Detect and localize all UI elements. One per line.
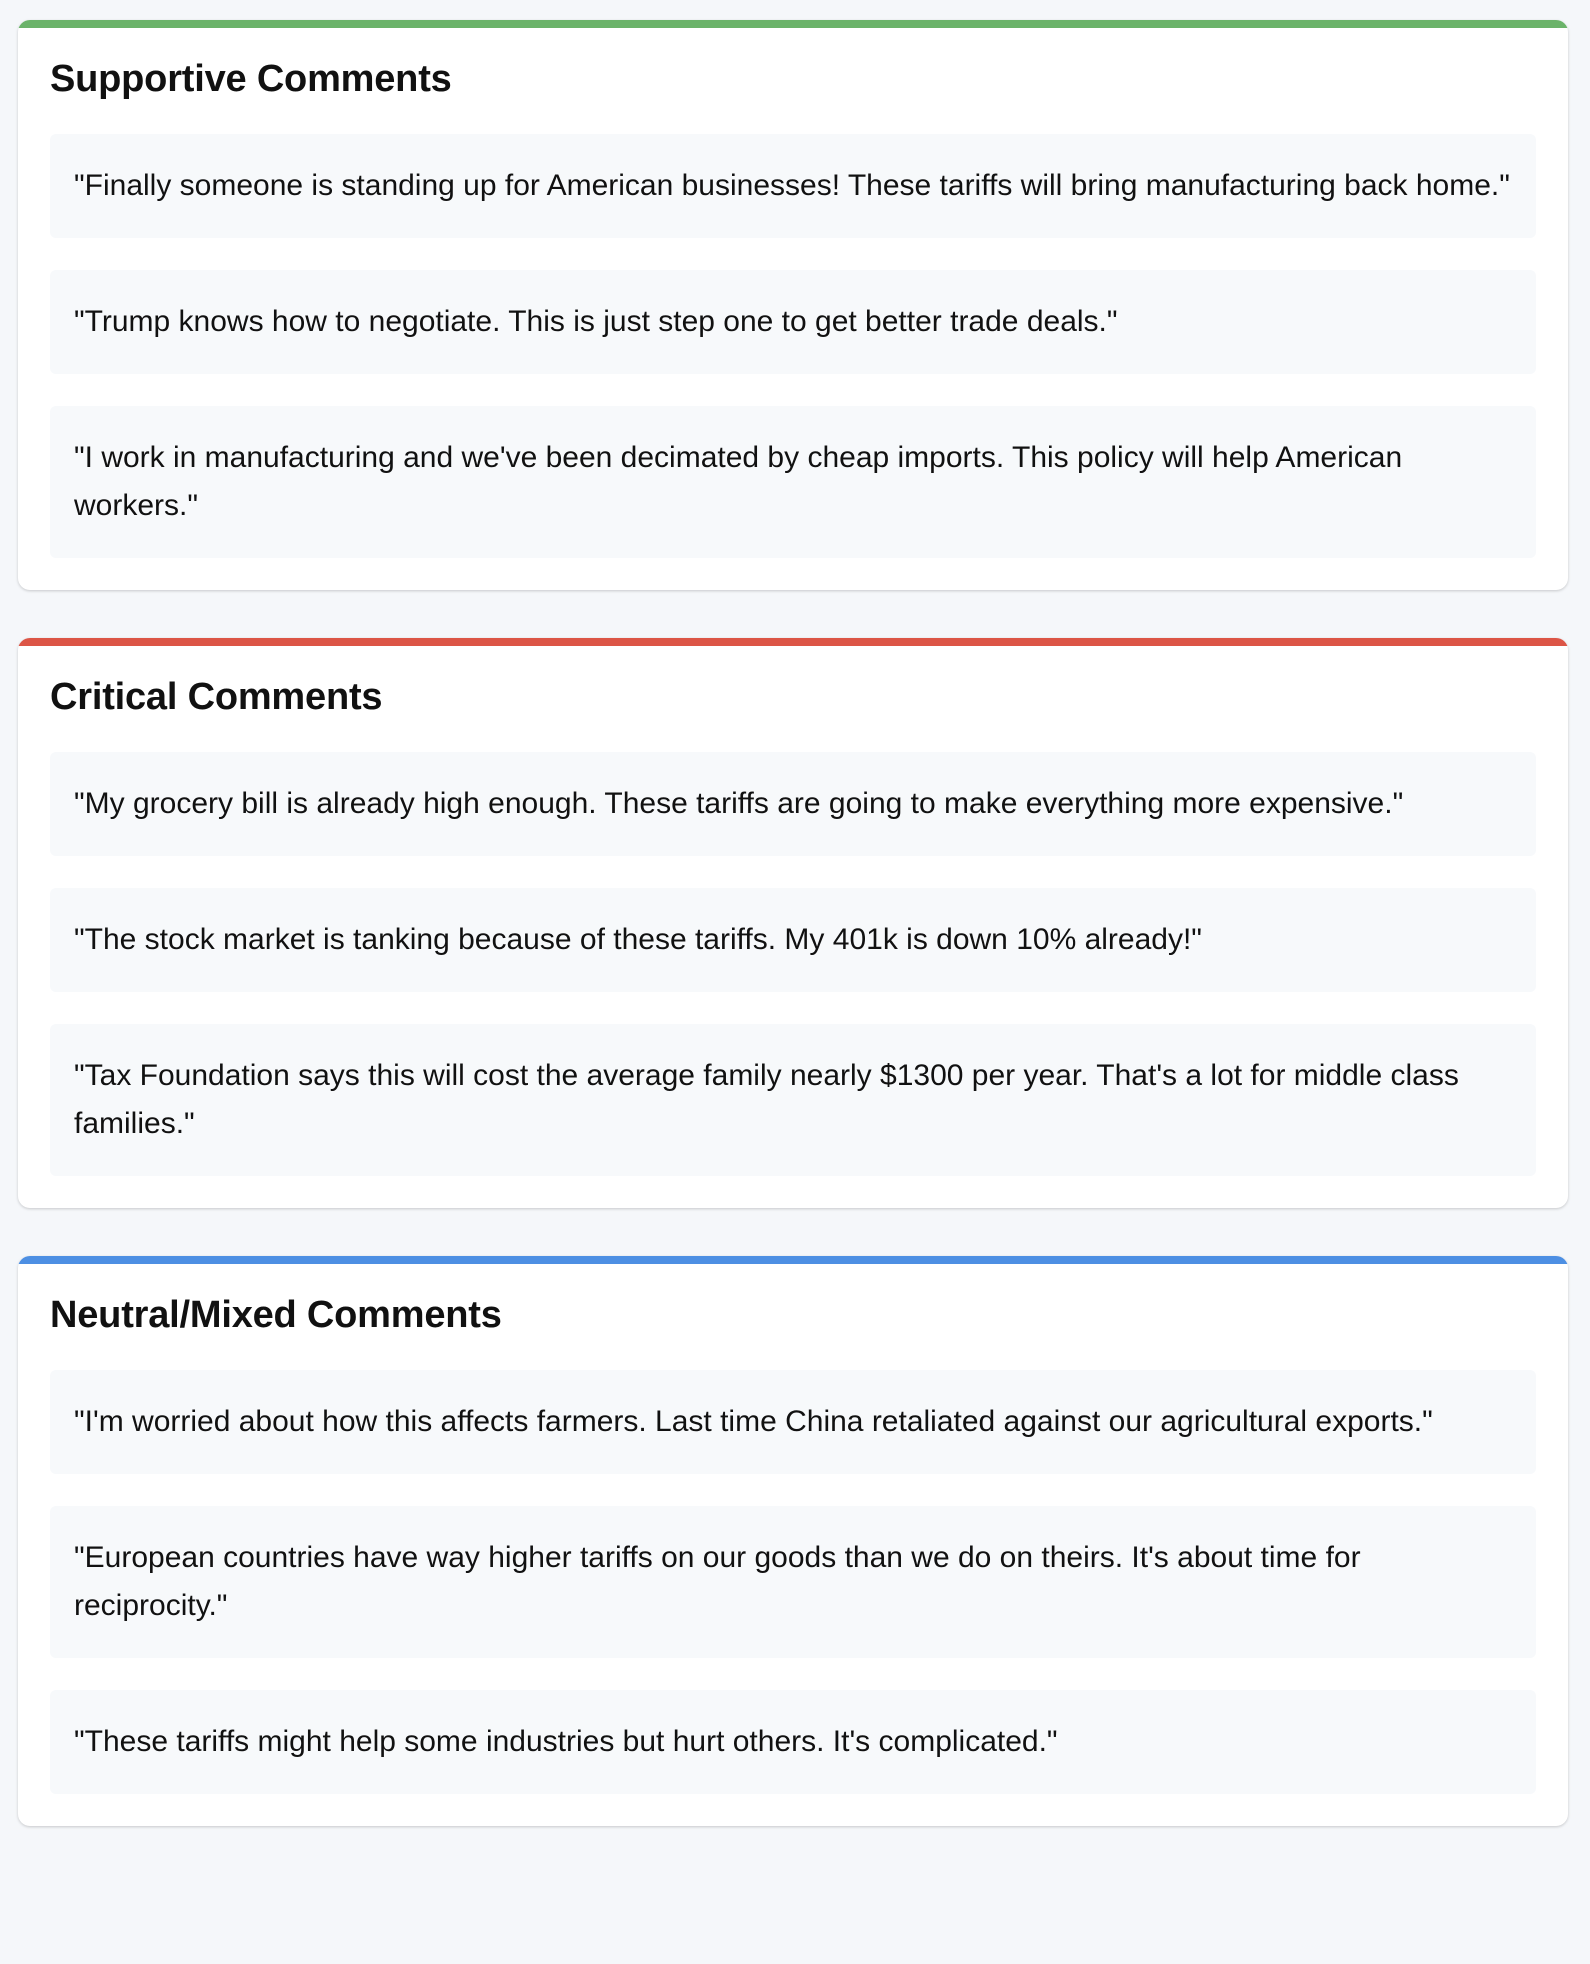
critical-comments-card bbox=[18, 638, 1568, 1208]
section-title: Supportive Comments bbox=[50, 58, 452, 100]
section-title: Critical Comments bbox=[50, 676, 383, 718]
comment-item: "European countries have way higher tariffs on our goods than we do on theirs. It's about time for reciprocity." bbox=[50, 1506, 1536, 1658]
neutral-mixed-comments-card bbox=[18, 1256, 1568, 1826]
section-title: Neutral/Mixed Comments bbox=[50, 1294, 502, 1336]
comment-item: "These tariffs might help some industries but hurt others. It's complicated." bbox=[50, 1690, 1536, 1794]
comment-item: "Finally someone is standing up for American businesses! These tariffs will bring manufacturing back home." bbox=[50, 134, 1536, 238]
comment-item: "My grocery bill is already high enough. These tariffs are going to make everything more expensive." bbox=[50, 752, 1536, 856]
comment-item: "I'm worried about how this affects farmers. Last time China retaliated against our agricultural exports." bbox=[50, 1370, 1536, 1474]
comment-item: "Tax Foundation says this will cost the average family nearly $1300 per year. That's a lot for middle class families." bbox=[50, 1024, 1536, 1176]
supportive-comments-card bbox=[18, 20, 1568, 590]
comment-item: "Trump knows how to negotiate. This is just step one to get better trade deals." bbox=[50, 270, 1536, 374]
comment-item: "The stock market is tanking because of these tariffs. My 401k is down 10% already!" bbox=[50, 888, 1536, 992]
comment-item: "I work in manufacturing and we've been decimated by cheap imports. This policy will help American workers." bbox=[50, 406, 1536, 558]
